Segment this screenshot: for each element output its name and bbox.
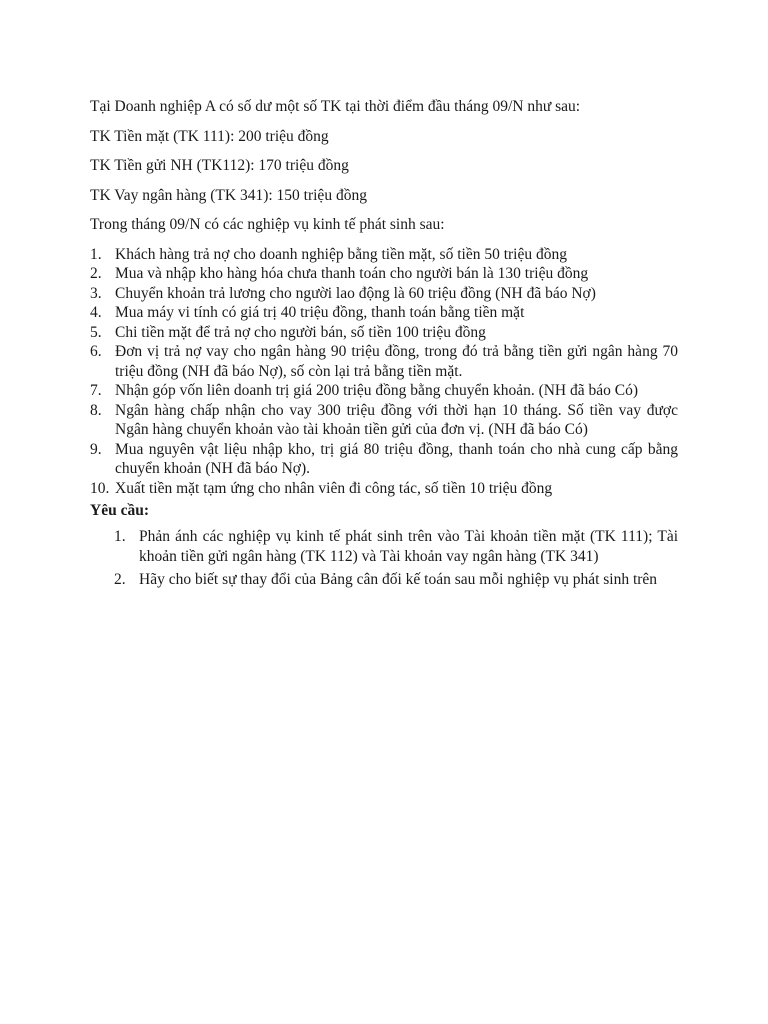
- item-text: Mua máy vi tính có giá trị 40 triệu đồng, thanh toán bằng tiền mặt: [115, 304, 525, 321]
- item-text: Phản ánh các nghiệp vụ kinh tế phát sinh trên vào Tài khoản tiền mặt (TK 111); Tài khoản tiền gửi ngân hàng (TK 112) và Tài khoản vay ngân hàng (TK 341): [139, 528, 678, 565]
- transaction-item: [90, 284, 678, 304]
- item-text: Chuyển khoản trả lương cho người lao động là 60 triệu đồng (NH đã báo Nợ): [115, 284, 596, 302]
- item-number: 10.: [90, 479, 110, 497]
- item-number: 1.: [114, 528, 126, 545]
- item-text: Đơn vị trả nợ vay cho ngân hàng 90 triệu đồng, trong đó trả bằng tiền gửi ngân hàng 70 triệu đồng (NH đã báo Nợ), số còn lại trả bằng tiền mặt.: [115, 343, 678, 380]
- item-number: 8.: [90, 401, 102, 419]
- item-number: 2.: [114, 571, 126, 588]
- document-body: [90, 97, 678, 594]
- item-text: Khách hàng trả nợ cho doanh nghiệp bằng tiền mặt, số tiền 50 triệu đồng: [115, 245, 567, 263]
- item-number: 7.: [90, 382, 102, 399]
- item-number: 4.: [90, 304, 102, 321]
- transaction-item: [90, 245, 678, 265]
- transaction-item: [90, 440, 678, 479]
- transaction-item: [90, 401, 678, 440]
- requirement-item: [114, 527, 678, 566]
- transactions-list: [90, 245, 678, 499]
- balance-bank-loan: TK Vay ngân hàng (TK 341): 150 triệu đồng: [90, 186, 367, 204]
- transaction-item: [90, 381, 678, 401]
- item-text: Nhận góp vốn liên doanh trị giá 200 triệu đồng bằng chuyển khoản. (NH đã báo Có): [115, 382, 639, 399]
- item-text: Ngân hàng chấp nhận cho vay 300 triệu đồng với thời hạn 10 tháng. Số tiền vay được Ngân hàng chuyển khoản vào tài khoản tiền gửi của đơn vị. (NH đã báo Có): [115, 401, 678, 438]
- item-number: 9.: [90, 440, 102, 458]
- transaction-item: [90, 479, 678, 499]
- requirement-item: [114, 570, 678, 590]
- item-number: 1.: [90, 245, 102, 263]
- item-text: Mua nguyên vật liệu nhập kho, trị giá 80 triệu đồng, thanh toán cho nhà cung cấp bằng chuyển khoản (NH đã báo Nợ).: [115, 440, 678, 477]
- item-text: Chi tiền mặt để trả nợ cho người bán, số tiền 100 triệu đồng: [115, 323, 486, 341]
- item-number: 2.: [90, 265, 102, 282]
- requirements-heading: Yêu cầu:: [90, 502, 149, 519]
- item-text: Xuất tiền mặt tạm ứng cho nhân viên đi công tác, số tiền 10 triệu đồng: [115, 479, 553, 497]
- requirements-list: [90, 527, 678, 590]
- transaction-item: [90, 264, 678, 284]
- transactions-intro: Trong tháng 09/N có các nghiệp vụ kinh tế phát sinh sau:: [90, 216, 445, 233]
- balance-cash: TK Tiền mặt (TK 111): 200 triệu đồng: [90, 127, 329, 145]
- item-text: Hãy cho biết sự thay đổi của Bảng cân đối kế toán sau mỗi nghiệp vụ phát sinh trên: [139, 571, 658, 588]
- item-number: 5.: [90, 323, 102, 341]
- transaction-item: [90, 323, 678, 343]
- transaction-item: [90, 342, 678, 381]
- balance-bank-deposit: TK Tiền gửi NH (TK112): 170 triệu đồng: [90, 157, 349, 174]
- item-text: Mua và nhập kho hàng hóa chưa thanh toán cho người bán là 130 triệu đồng: [115, 265, 589, 282]
- item-number: 3.: [90, 284, 102, 302]
- transaction-item: [90, 303, 678, 323]
- intro-paragraph: Tại Doanh nghiệp A có số dư một số TK tại thời điểm đầu tháng 09/N như sau:: [90, 98, 581, 115]
- item-number: 6.: [90, 343, 102, 360]
